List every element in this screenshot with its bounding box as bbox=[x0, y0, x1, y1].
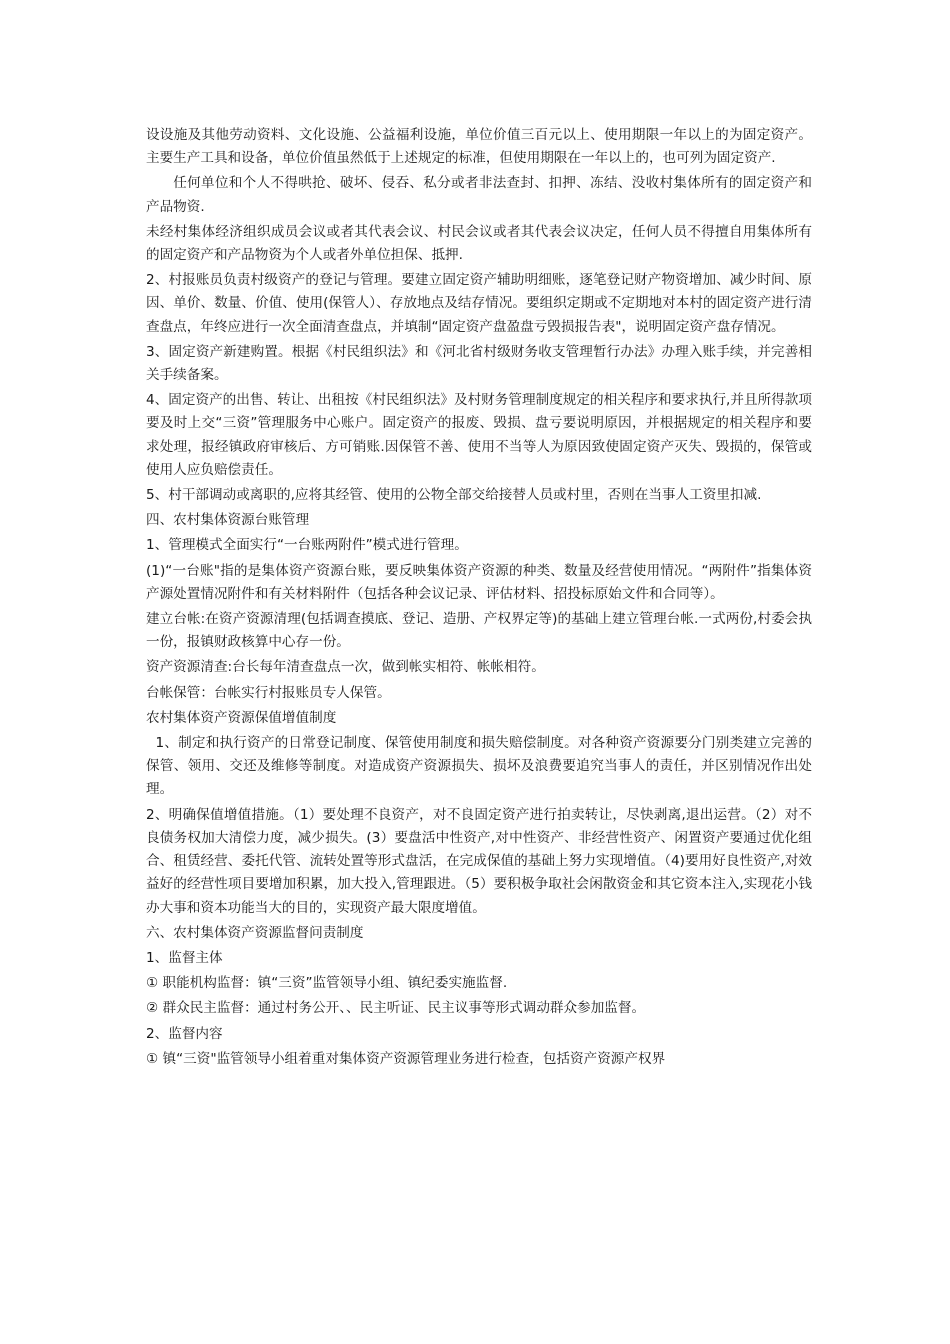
paragraph-item-4-disposal: 4、固定资产的出售、转让、出租按《村民组织法》及村财务管理制度规定的相关程序和要求执行,并且所得款项要及时上交“三资”管理服务中心账户。固定资产的报废、毁损、盘亏要说明原因，并根据规定的相关程序和要求处理，报经镇政府审核后、方可销账.因保管不善、使用不当等人为原因致使固定资产灭失、毁损的，保管或使用人应负赔偿责任。 bbox=[146, 392, 812, 478]
paragraph-agency-supervision: ① 职能机构监督：镇“三资”监管领导小组、镇纪委实施监督. bbox=[146, 975, 508, 992]
paragraph-no-guarantee: 未经村集体经济组织成员会议或者其代表会议、村民会议或者其代表会议决定，任何人员不得擅自用集体所有的固定资产和产品物资为个人或者外单位担保、抵押. bbox=[146, 223, 812, 264]
paragraph-registration-system: 1、制定和执行资产的日常登记制度、保管使用制度和损失赔偿制度。对各种资产资源要分门别类建立完善的保管、领用、交还及维修等制度。对造成资产资源损失、损坏及浪费要追究当事人的责任，并区别情况作出处理。 bbox=[146, 735, 812, 798]
paragraph-item-2-registration: 2、村报账员负责村级资产的登记与管理。要建立固定资产辅助明细账，逐笔登记财产物资增加、减少时间、原因、单价、数量、价值、使用(保管人）、存放地点及结存情况。要组织定期或不定期地对本村的固定资产进行清查盘点，年终应进行一次全面清查盘点，并填制“固定资产盘盈盘亏毁损报告表"，说明固定资产盘存情况。 bbox=[146, 272, 812, 335]
paragraph-item-3-purchase: 3、固定资产新建购置。根据《村民组织法》和《河北省村级财务收支管理暂行办法》办理入账手续，并完善相关手续备案。 bbox=[146, 343, 812, 384]
document-body bbox=[146, 124, 812, 1073]
paragraph-one-ledger: (1)“一台账"指的是集体资产资源台账，要反映集体资产资源的种类、数量及经营使用情况。“两附件”指集体资产源处置情况附件和有关材料附件（包括各种会议记录、评估材料、招投标原始文件和合同等）。 bbox=[146, 562, 812, 602]
paragraph-item-5-transfer: 5、村干部调动或离职的,应将其经管、使用的公物全部交给接替人员或村里，否则在当事人工资里扣减. bbox=[146, 487, 762, 504]
paragraph-ledger-custody: 台帐保管：台帐实行村报账员专人保管。 bbox=[146, 684, 391, 701]
heading-section-6: 六、农村集体资产资源监督问责制度 bbox=[146, 924, 364, 941]
paragraph-inventory-check: 资产资源清查:台长每年清查盘点一次，做到帐实相符、帐帐相符。 bbox=[146, 659, 545, 676]
paragraph-fixed-assets-definition: 设设施及其他劳动资料、文化设施、公益福利设施，单位价值三百元以上、使用期限一年以上的为固定资产。主要生产工具和设备，单位价值虽然低于上述规定的标准，但使用期限在一年以上的，也可列为固定资产. bbox=[146, 127, 812, 167]
heading-section-4: 四、农村集体资源台账管理 bbox=[146, 512, 310, 529]
heading-supervision-content: 2、监督内容 bbox=[146, 1025, 223, 1042]
heading-supervision-subject: 1、监督主体 bbox=[146, 949, 223, 966]
heading-value-preservation: 农村集体资产资源保值增值制度 bbox=[146, 709, 337, 726]
paragraph-public-supervision: ② 群众民主监督：通过村务公开、、民主听证、民主议事等形式调动群众参加监督。 bbox=[146, 1000, 646, 1017]
paragraph-value-measures: 2、明确保值增值措施。（1）要处理不良资产，对不良固定资产进行拍卖转让，尽快剥离,退出运营。（2）对不良债务权加大清偿力度，减少损失。(3）要盘活中性资产,对中性资产、非经营性资产、闲置资产要通过优化组合、租赁经营、委托代管、流转处置等形式盘活，在完成保值的基础上努力实现增值。（4)要用好良性资产,对效益好的经营性项目要增加积累，加大投入,管理跟进。（5）要积极争取社会闲散资金和其它资本注入,实现花小钱办大事和资本功能当大的目的，实现资产最大限度增值。 bbox=[146, 806, 812, 916]
paragraph-inspection: ① 镇“三资"监管领导小组着重对集体资产资源管理业务进行检查，包括资产资源产权界 bbox=[146, 1050, 666, 1067]
paragraph-build-ledger: 建立台帐:在资产资源清理(包括调查摸底、登记、造册、产权界定等)的基础上建立管理台帐.一式两份,村委会执一份，报镇财政核算中心存一份。 bbox=[146, 611, 812, 651]
paragraph-management-mode: 1、管理模式全面实行“一台账两附件”模式进行管理。 bbox=[146, 537, 468, 554]
paragraph-prohibition: 任何单位和个人不得哄抢、破坏、侵吞、私分或者非法查封、扣押、冻结、没收村集体所有的固定资产和产品物资. bbox=[146, 175, 812, 215]
